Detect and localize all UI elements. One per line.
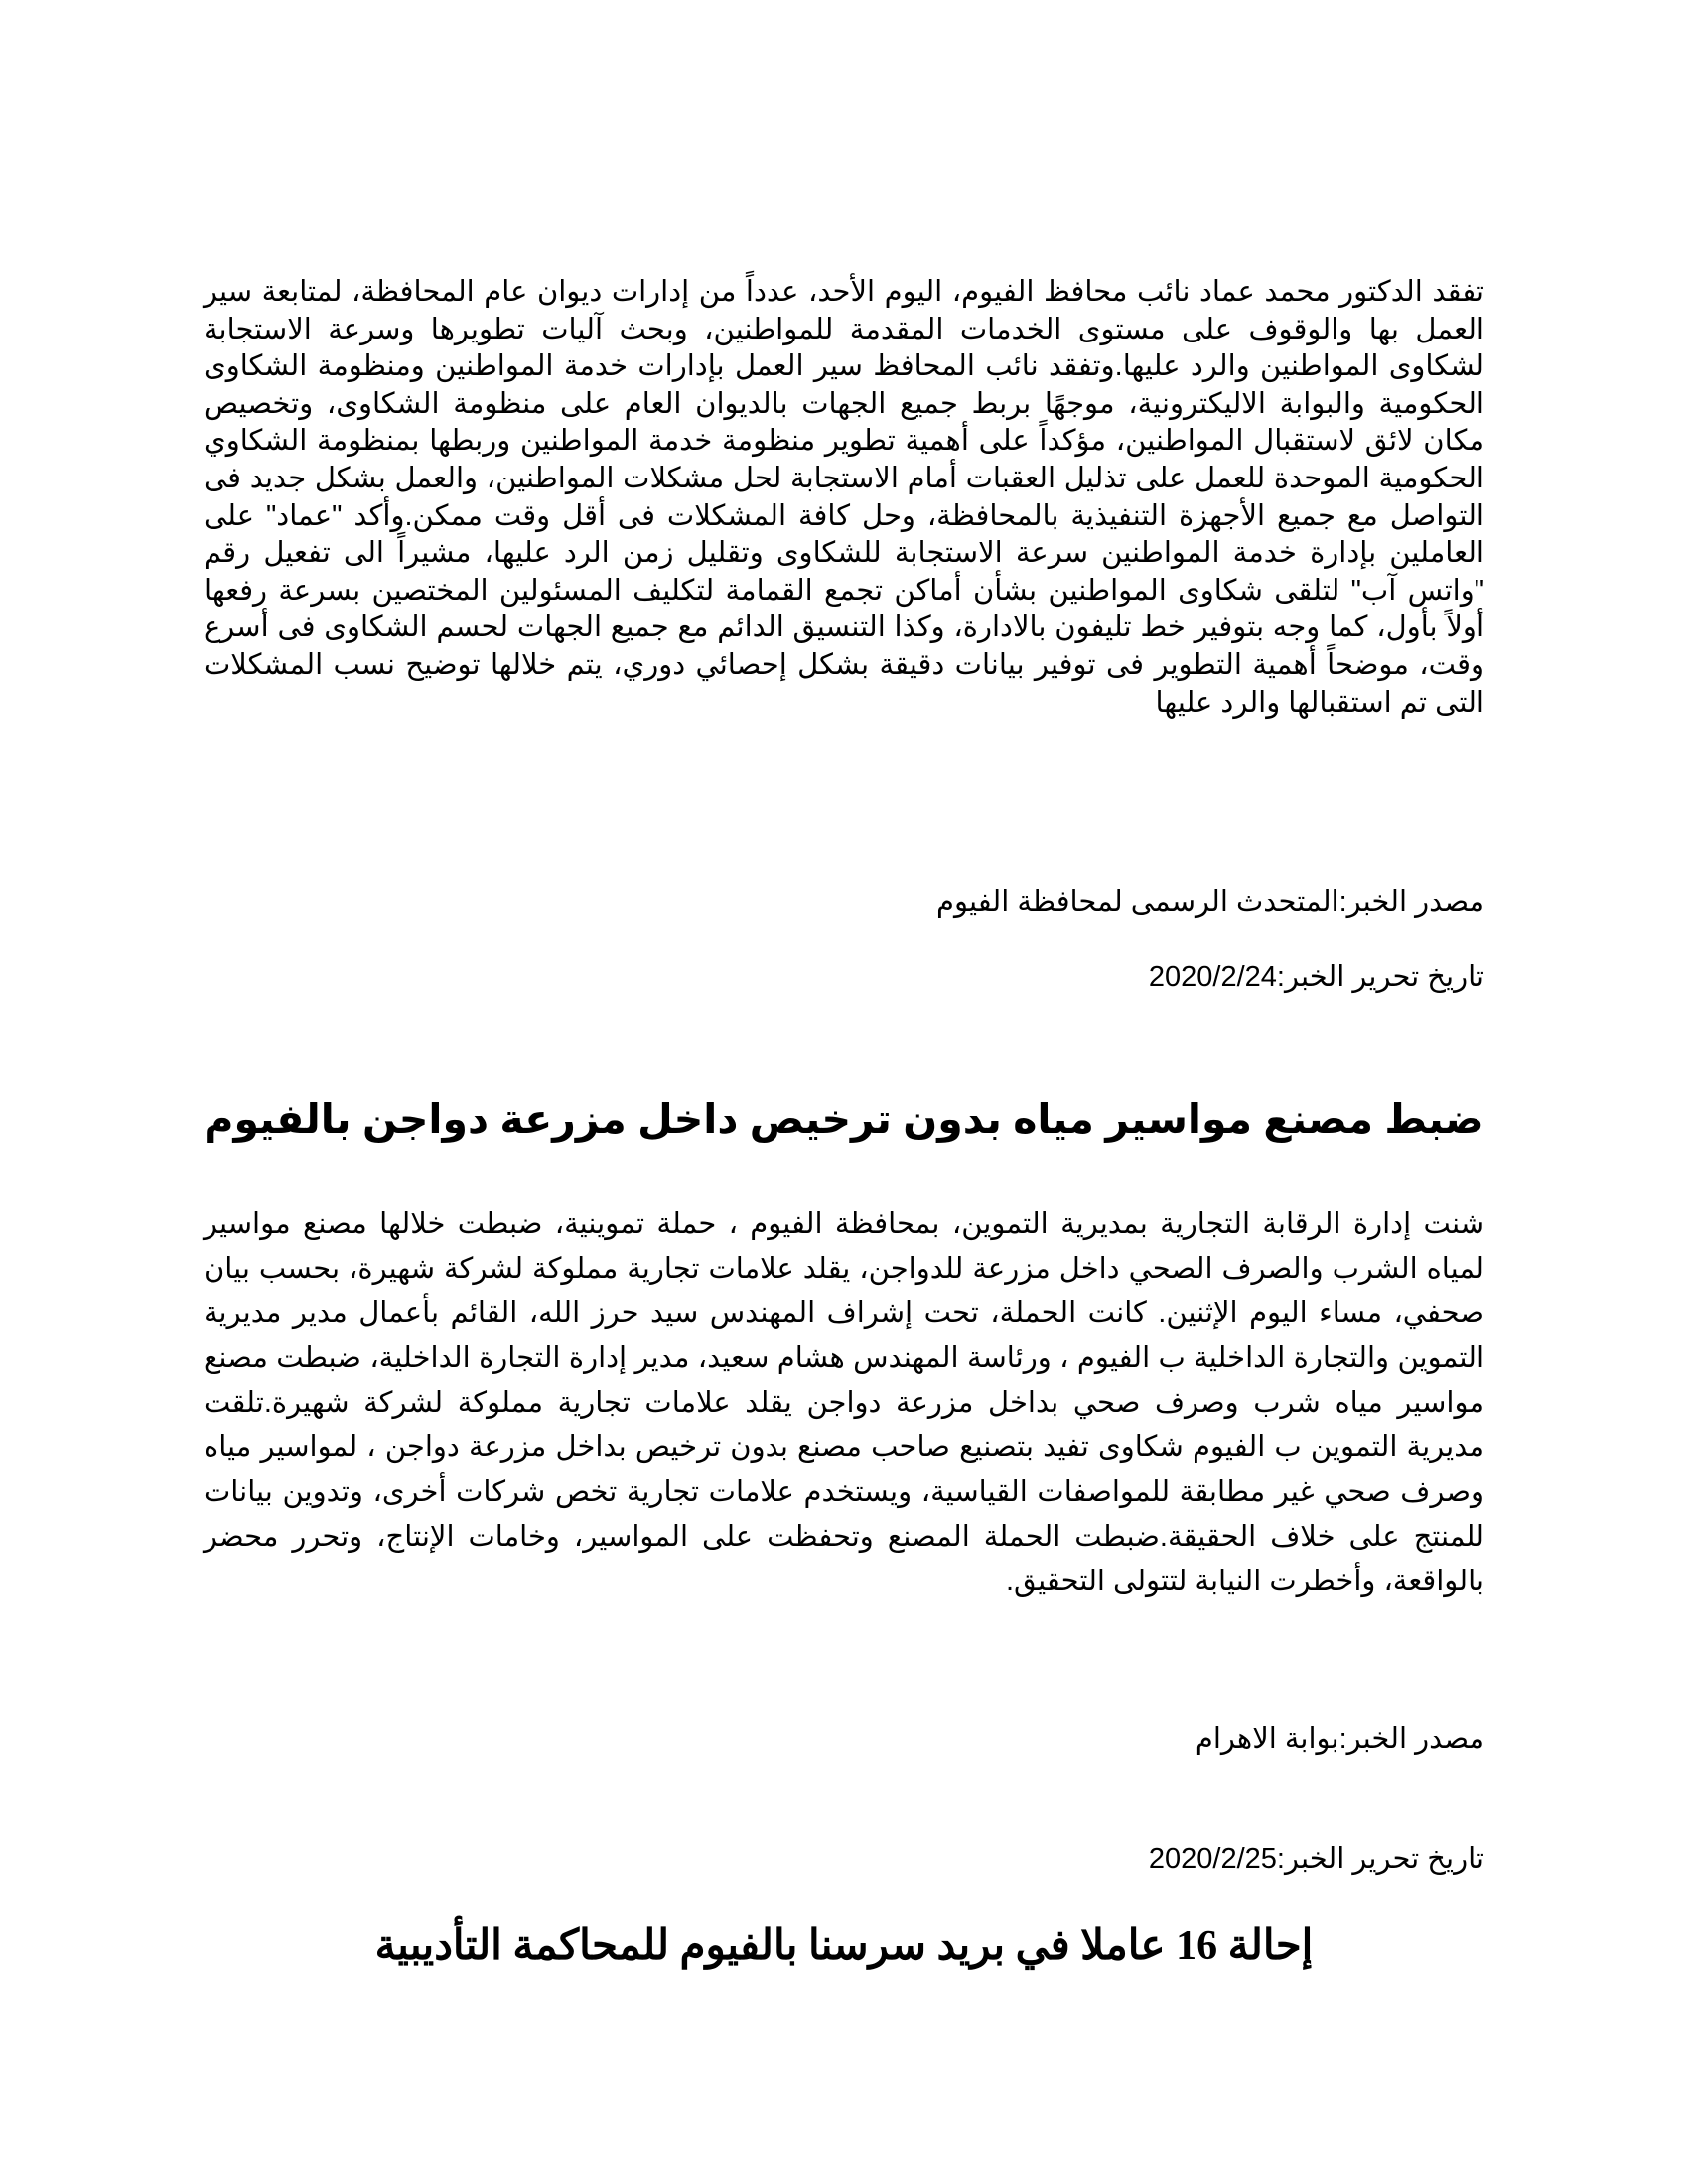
article1-date: تاريخ تحرير الخبر:2020/2/24	[1148, 961, 1484, 993]
article1-source: مصدر الخبر:المتحدث الرسمى لمحافظة الفيوم	[936, 887, 1484, 918]
article1-body: تفقد الدكتور محمد عماد نائب محافظ الفيوم، اليوم الأحد، عدداً من إدارات ديوان عام المحافظة، لمتابعة سير العمل بها والوقوف على مستوى الخدمات المقدمة للمواطنين، وبحث آليات تطويرها وسرعة الاستجابة لشكاوى المواطنين والرد عليها.وتفقد نائب المحافظ سير العمل بإدارات خدمة المواطنين ومنظومة الشكاوى الحكومية والبوابة الاليكترونية، موجهًا بربط جميع الجهات بالديوان العام على منظومة الشكاوى، وتخصيص مكان لائق لاستقبال المواطنين، مؤكداً على أهمية تطوير منظومة خدمة المواطنين وربطها بمنظومة الشكاوي الحكومية الموحدة للعمل على تذليل العقبات أمام الاستجابة لحل مشكلات المواطنين، والعمل بشكل جديد فى التواصل مع جميع الأجهزة التنفيذية بالمحافظة، وحل كافة المشكلات فى أقل وقت ممكن.وأكد "عماد" على العاملين بإدارة خدمة المواطنين سرعة الاستجابة للشكاوى وتقليل زمن الرد عليها، مشيراً الى تفعيل رقم "واتس آب" لتلقى شكاوى المواطنين بشأن أماكن تجمع القمامة لتكليف المسئولين المختصين بسرعة رفعها أولاً بأول، كما وجه بتوفير خط تليفون بالادارة، وكذا التنسيق الدائم مع جميع الجهات لحسم الشكاوى فى أسرع وقت، موضحاً أهمية التطوير فى توفير بيانات دقيقة بشكل إحصائي دوري، يتم خلالها توضيح نسب المشكلات التى تم استقبالها والرد عليها	[204, 276, 1484, 719]
article2-date: تاريخ تحرير الخبر:2020/2/25	[1148, 1843, 1484, 1875]
article2-headline: ضبط مصنع مواسير مياه بدون ترخيص داخل مزرعة دواجن بالفيوم	[204, 1096, 1484, 1142]
article2-body: شنت إدارة الرقابة التجارية بمديرية التموين، بمحافظة الفيوم ، حملة تموينية، ضبطت خلالها مصنع مواسير لمياه الشرب والصرف الصحي داخل مزرعة للدواجن، يقلد علامات تجارية مملوكة لشركة شهيرة، بحسب بيان صحفي، مساء اليوم الإثنين. كانت الحملة، تحت إشراف المهندس سيد حرز الله، القائم بأعمال مدير مديرية التموين والتجارة الداخلية ب الفيوم ، ورئاسة المهندس هشام سعيد، مدير إدارة التجارة الداخلية، ضبطت مصنع مواسير مياه شرب وصرف صحي بداخل مزرعة دواجن يقلد علامات تجارية مملوكة لشركة شهيرة.تلقت مديرية التموين ب الفيوم شكاوى تفيد بتصنيع صاحب مصنع بدون ترخيص بداخل مزرعة دواجن ، لمواسير مياه وصرف صحي غير مطابقة للمواصفات القياسية، ويستخدم علامات تجارية تخص شركات أخرى، وتدوين بيانات للمنتج على خلاف الحقيقة.ضبطت الحملة المصنع وتحفظت على المواسير، وخامات الإنتاج، وتحرر محضر بالواقعة، وأخطرت النيابة لتتولى التحقيق.	[204, 1208, 1484, 1597]
article2-source: مصدر الخبر:بوابة الاهرام	[1195, 1723, 1484, 1755]
article3-headline: إحالة 16 عاملا في بريد سرسنا بالفيوم للمحاكمة التأديبية	[374, 1923, 1314, 1969]
